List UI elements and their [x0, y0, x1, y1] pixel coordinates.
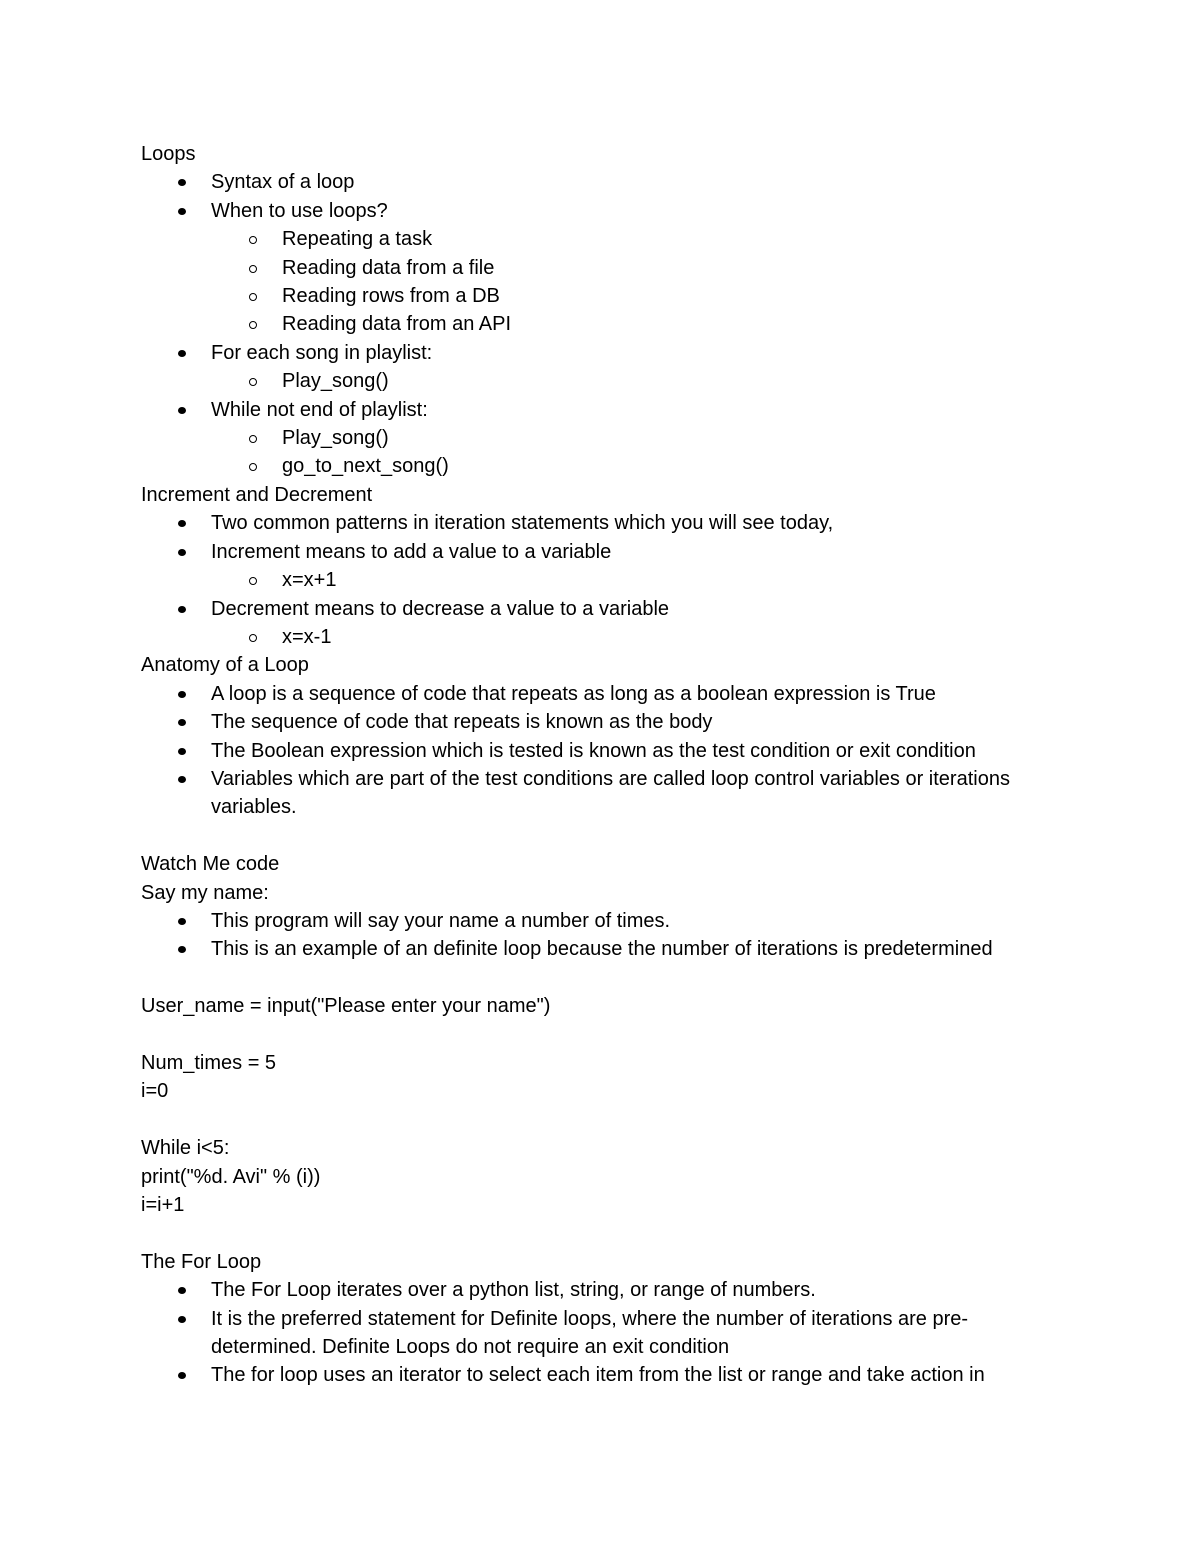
filled-bullet-icon	[178, 179, 186, 186]
hollow-bullet-icon	[249, 321, 257, 329]
hollow-bullet-icon	[249, 435, 257, 443]
sub-list-item: Reading data from a file	[141, 254, 1101, 282]
hollow-bullet-icon	[249, 236, 257, 244]
code-line: i=0	[141, 1080, 169, 1103]
hollow-bullet-icon	[249, 293, 257, 301]
filled-bullet-icon	[178, 719, 186, 726]
filled-bullet-icon	[178, 918, 186, 925]
sub-list-item: x=x+1	[141, 566, 1101, 594]
sub-list-item: Play_song()	[141, 367, 1101, 395]
document-page	[141, 140, 1101, 1390]
list-item: The sequence of code that repeats is known as the body	[141, 708, 1101, 736]
filled-bullet-icon	[178, 776, 186, 783]
spacer	[141, 1106, 1101, 1134]
list-item: Increment means to add a value to a variable	[141, 538, 1101, 566]
list-item: The For Loop iterates over a python list, string, or range of numbers.	[141, 1276, 1101, 1304]
heading-for-loop: The For Loop	[141, 1250, 262, 1273]
filled-bullet-icon	[178, 1316, 186, 1323]
hollow-bullet-icon	[249, 378, 257, 386]
spacer	[141, 964, 1101, 992]
list-item: While not end of playlist:	[141, 396, 1101, 424]
list-item: Two common patterns in iteration statements which you will see today,	[141, 509, 1101, 537]
list-item: Variables which are part of the test conditions are called loop control variables or iterations variables.	[141, 765, 1011, 822]
filled-bullet-icon	[178, 1287, 186, 1294]
list-item: This program will say your name a number of times.	[141, 907, 1101, 935]
list-item: The Boolean expression which is tested is known as the test condition or exit condition	[141, 737, 1101, 765]
filled-bullet-icon	[178, 748, 186, 755]
heading-loops: Loops	[141, 143, 196, 165]
code-line: User_name = input("Please enter your name")	[141, 995, 551, 1018]
sub-list-item: Reading data from an API	[141, 310, 1101, 338]
sub-list-item: Reading rows from a DB	[141, 282, 1101, 310]
list-item: Syntax of a loop	[141, 168, 1101, 196]
filled-bullet-icon	[178, 606, 186, 613]
list-item: It is the preferred statement for Definite loops, where the number of iterations are pre-	[141, 1305, 1101, 1333]
sub-list-item: Repeating a task	[141, 225, 1101, 253]
hollow-bullet-icon	[249, 577, 257, 585]
sub-list-item: x=x-1	[141, 623, 1101, 651]
filled-bullet-icon	[178, 407, 186, 414]
code-line: Num_times = 5	[141, 1051, 277, 1074]
sub-list-item: go_to_next_song()	[141, 452, 1101, 480]
filled-bullet-icon	[178, 520, 186, 527]
hollow-bullet-icon	[249, 634, 257, 642]
filled-bullet-icon	[178, 208, 186, 215]
list-item: When to use loops?	[141, 197, 1101, 225]
list-item: Decrement means to decrease a value to a variable	[141, 595, 1101, 623]
code-line: i=i+1	[141, 1193, 185, 1216]
list-item: A loop is a sequence of code that repeats as long as a boolean expression is True	[141, 680, 1101, 708]
filled-bullet-icon	[178, 549, 186, 556]
list-item: The for loop uses an iterator to select each item from the list or range and take action in	[141, 1361, 1101, 1389]
hollow-bullet-icon	[249, 265, 257, 273]
code-line: print("%d. Avi" % (i))	[141, 1165, 321, 1188]
hollow-bullet-icon	[249, 463, 257, 471]
spacer	[141, 1021, 1101, 1049]
heading-anatomy: Anatomy of a Loop	[141, 654, 309, 677]
list-item: This is an example of an definite loop because the number of iterations is predetermined	[141, 935, 1101, 963]
subheading-say-my-name: Say my name:	[141, 881, 269, 904]
filled-bullet-icon	[178, 1372, 186, 1379]
heading-watch-me-code: Watch Me code	[141, 853, 280, 876]
list-item: For each song in playlist:	[141, 339, 1101, 367]
spacer	[141, 1219, 1101, 1247]
list-item-continuation: determined. Definite Loops do not require an exit condition	[211, 1335, 730, 1358]
filled-bullet-icon	[178, 350, 186, 357]
code-line: While i<5:	[141, 1137, 230, 1160]
heading-increment-decrement: Increment and Decrement	[141, 483, 373, 506]
spacer	[141, 822, 1101, 850]
filled-bullet-icon	[178, 691, 186, 698]
filled-bullet-icon	[178, 946, 186, 953]
sub-list-item: Play_song()	[141, 424, 1101, 452]
